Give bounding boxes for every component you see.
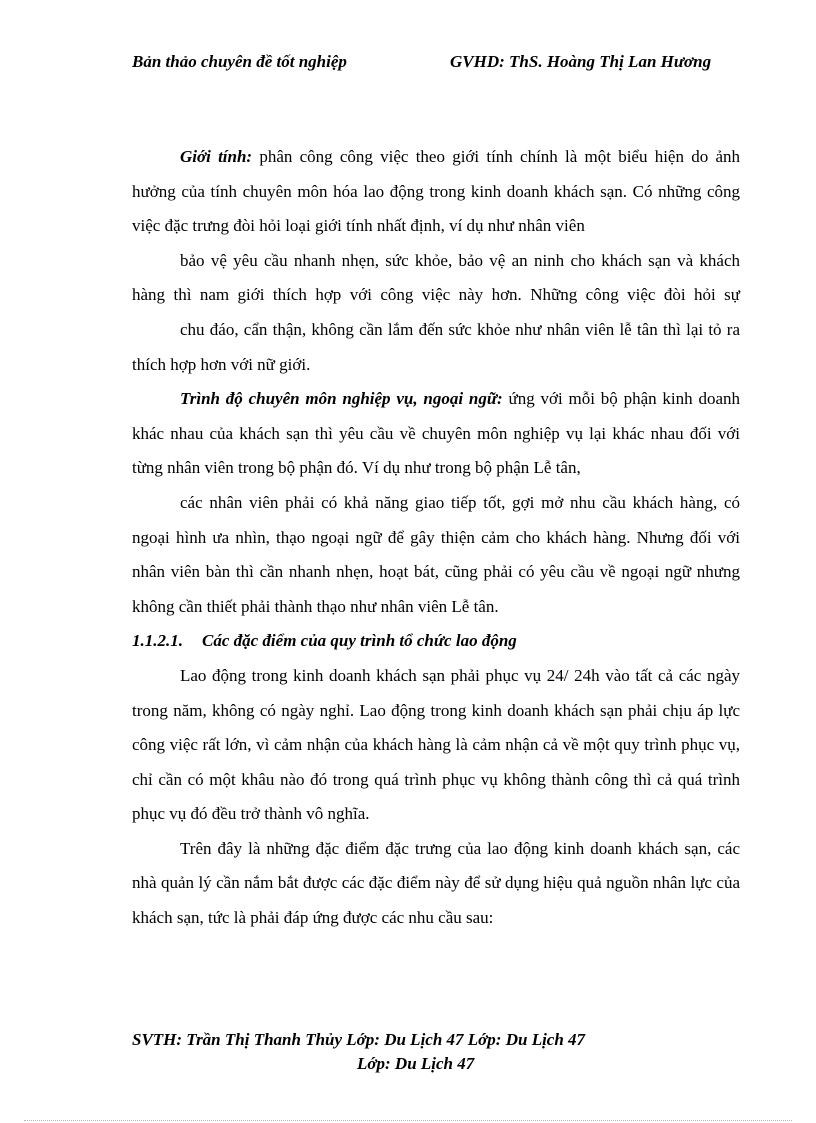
section-title: Các đặc điểm của quy trình tổ chức lao động <box>202 631 517 651</box>
paragraph-skills-cont: các nhân viên phải có khả năng giao tiếp tốt, gợi mở nhu cầu khách hàng, có ngoại hình ưa nhìn, thạo ngoại ngữ để gây thiện cảm cho khách hàng. Nhưng đối với nhân viên bàn thì cần nhanh nhẹn, hoạt bát, cũng phải có yêu cầu về ngoại ngữ nhưng không cần thiết phải thành thạo như nhân viên Lễ tân. <box>132 492 740 616</box>
paragraph-summary: Trên đây là những đặc điểm đặc trưng của lao động kinh doanh khách sạn, các nhà quản lý cần nắm bắt được các đặc điểm này để sử dụng hiệu quả nguồn nhân lực của khách sạn, tức là phải đáp ứng được các nhu cầu sau: <box>132 838 740 928</box>
document-body <box>132 140 740 936</box>
paragraph-text: phân công công việc theo giới tính chính là một biểu hiện do ảnh hưởng của tính chuyên môn hóa lao động trong kinh doanh khách sạn. Có những công việc đặc trưng đòi hỏi loại giới tính nhất định, ví dụ như nhân viên <box>132 147 740 236</box>
paragraph-text: ứng với mỗi bộ phận kinh doanh khác nhau của khách sạn thì yêu cầu về chuyên môn nghiệp vụ lại khác nhau đối với từng nhân viên trong bộ phận đó. Ví dụ như trong bộ phận Lễ tân, <box>132 389 740 478</box>
student-info: SVTH: Trần Thị Thanh Thủy Lớp: Du Lịch 47 Lớp: Du Lịch 47 <box>132 1030 586 1049</box>
page-footer <box>132 1028 652 1076</box>
document-title: Bản thảo chuyên đề tốt nghiệp <box>132 52 347 71</box>
paragraph-gender <box>132 140 740 244</box>
page-bottom-rule <box>24 1120 792 1121</box>
paragraph-lead: Trình độ chuyên môn nghiệp vụ, ngoại ngữ: <box>180 389 503 409</box>
paragraph-skills <box>132 382 740 486</box>
section-number: 1.1.2.1. <box>132 631 183 651</box>
advisor-label: GVHD: ThS. Hoàng Thị Lan Hương <box>450 52 712 71</box>
paragraph-gender-cont2: chu đáo, cẩn thận, không cần lắm đến sức khỏe như nhân viên lễ tân thì lại tỏ ra thích hợp hơn với nữ giới. <box>132 319 740 374</box>
section-heading <box>132 624 740 659</box>
paragraph-process: Lao động trong kinh doanh khách sạn phải phục vụ 24/ 24h vào tất cả các ngày trong năm, không có ngày nghỉ. Lao động trong kinh doanh khách sạn phải chịu áp lực công việc rất lớn, vì cảm nhận của khách hàng là cảm nhận cả về một quy trình phục vụ, chỉ cần có một khâu nào đó trong quá trình phục vụ không thành công thì cả quá trình phục vụ đó đều trở thành vô nghĩa. <box>132 665 740 824</box>
paragraph-gender-cont: bảo vệ yêu cầu nhanh nhẹn, sức khỏe, bảo vệ an ninh cho khách sạn và khách hàng thì nam giới thích hợp với công việc này hơn. Những công việc đòi hỏi sự <box>132 250 740 305</box>
paragraph-lead: Giới tính: <box>180 147 253 166</box>
class-info: Lớp: Du Lịch 47 <box>357 1054 475 1073</box>
